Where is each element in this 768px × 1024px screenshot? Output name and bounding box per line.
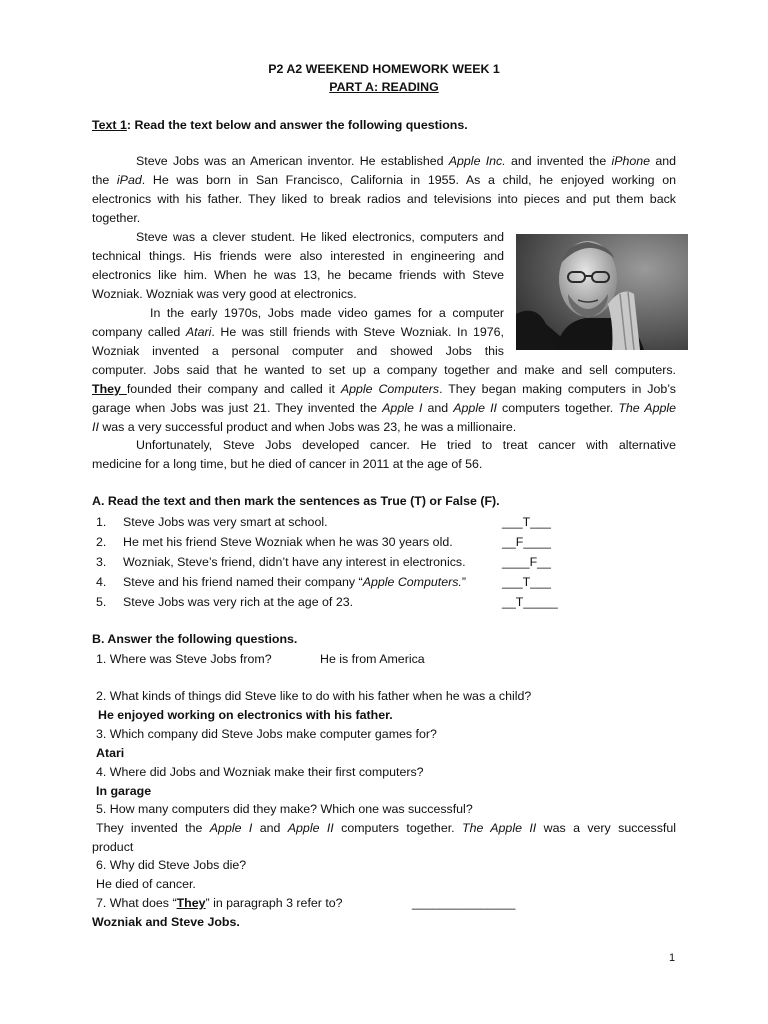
steve-jobs-photo xyxy=(516,234,688,350)
question: 2. What kinds of things did Steve like to do with his father when he was a child? xyxy=(96,689,532,703)
passage-line: technical things. His friends were also interested in engineering and xyxy=(92,249,504,263)
passage-line: together. xyxy=(92,211,141,225)
instruction xyxy=(92,116,468,135)
instruction-text: : Read the text below and answer the following questions. xyxy=(126,118,468,132)
list-item: 5. Steve Jobs was very rich at the age of 23. xyxy=(96,595,354,609)
answer-blank[interactable]: _______________ xyxy=(412,896,516,910)
answer-blank[interactable]: __F____ xyxy=(502,535,551,549)
they-word: They xyxy=(92,382,127,396)
homework-title: P2 A2 WEEKEND HOMEWORK WEEK 1 xyxy=(268,62,500,76)
list-item: 3. Wozniak, Steve’s friend, didn’t have any interest in electronics. xyxy=(96,555,466,569)
answer-continuation: product xyxy=(92,840,134,854)
question: 4. Where did Jobs and Wozniak make their first computers? xyxy=(96,765,424,779)
section-b-heading: B. Answer the following questions. xyxy=(92,632,298,646)
passage-line: They founded their company and called it Apple Computers. They began making computers in Job’s xyxy=(92,382,676,396)
question: 5. How many computers did they make? Which one was successful? xyxy=(96,802,473,816)
passage-line: company called Atari. He was still friends with Steve Wozniak. In 1976, xyxy=(92,325,504,339)
answer-blank[interactable]: ___T___ xyxy=(502,515,551,529)
they-word: They xyxy=(176,896,206,910)
page-number: 1 xyxy=(669,952,676,964)
answer-blank[interactable]: __T_____ xyxy=(502,595,558,609)
passage-line: Wozniak. Wozniak was very good at electronics. xyxy=(92,287,357,301)
answer[interactable]: He enjoyed working on electronics with his father. xyxy=(98,708,393,722)
question: 6. Why did Steve Jobs die? xyxy=(96,858,247,872)
question: 7. What does “They” in paragraph 3 refer to? xyxy=(96,896,343,910)
list-item: 2. He met his friend Steve Wozniak when he was 30 years old. xyxy=(96,535,453,549)
list-item: 1. Steve Jobs was very smart at school. xyxy=(96,515,328,529)
answer[interactable]: Wozniak and Steve Jobs. xyxy=(92,915,240,929)
passage-line: medicine for a long time, but he died of cancer in 2011 at the age of 56. xyxy=(92,457,483,471)
part-heading: PART A: READING xyxy=(329,80,439,94)
answer[interactable]: They invented the Apple I and Apple II computers together. The Apple II was a very successful xyxy=(96,821,676,835)
passage-line: In the early 1970s, Jobs made video games for a computer xyxy=(150,306,504,320)
section-a-heading: A. Read the text and then mark the sentences as True (T) or False (F). xyxy=(92,494,500,508)
answer-blank[interactable]: ____F__ xyxy=(502,555,551,569)
passage-line: the iPad. He was born in San Francisco, California in 1955. As a child, he enjoyed working on xyxy=(92,173,676,187)
question: 3. Which company did Steve Jobs make computer games for? xyxy=(96,727,437,741)
passage-line: Wozniak invented a personal computer and showed Jobs this xyxy=(92,344,504,358)
passage-line: Steve was a clever student. He liked electronics, computers and xyxy=(136,230,504,244)
passage-line: garage when Jobs was just 21. They invented the Apple I and Apple II computers together. The Apple xyxy=(92,401,676,415)
list-item: 4. Steve and his friend named their company “Apple Computers.” xyxy=(96,575,467,589)
answer[interactable]: He is from America xyxy=(320,652,425,666)
instruction-label: Text 1 xyxy=(92,118,127,132)
question: 1. Where was Steve Jobs from? xyxy=(96,652,272,666)
passage-line: computer. Jobs said that he wanted to set up a company together and make and sell computers. xyxy=(92,363,676,377)
passage-line: Unfortunately, Steve Jobs developed cancer. He tried to treat cancer with alternative xyxy=(136,438,676,452)
passage-line: electronics like him. When he was 13, he became friends with Steve xyxy=(92,268,504,282)
answer[interactable]: He died of cancer. xyxy=(96,877,196,891)
answer-blank[interactable]: ___T___ xyxy=(502,575,551,589)
answer[interactable]: Atari xyxy=(96,746,125,760)
answer[interactable]: In garage xyxy=(96,784,152,798)
passage-line: Steve Jobs was an American inventor. He established Apple Inc. and invented the iPhone and xyxy=(136,154,676,168)
passage-line: electronics with his father. They liked to break radios and televisions into pieces and put them back xyxy=(92,192,676,206)
portrait-image xyxy=(516,234,688,350)
passage-line: II was a very successful product and when Jobs was 23, he was a millionaire. xyxy=(92,420,517,434)
